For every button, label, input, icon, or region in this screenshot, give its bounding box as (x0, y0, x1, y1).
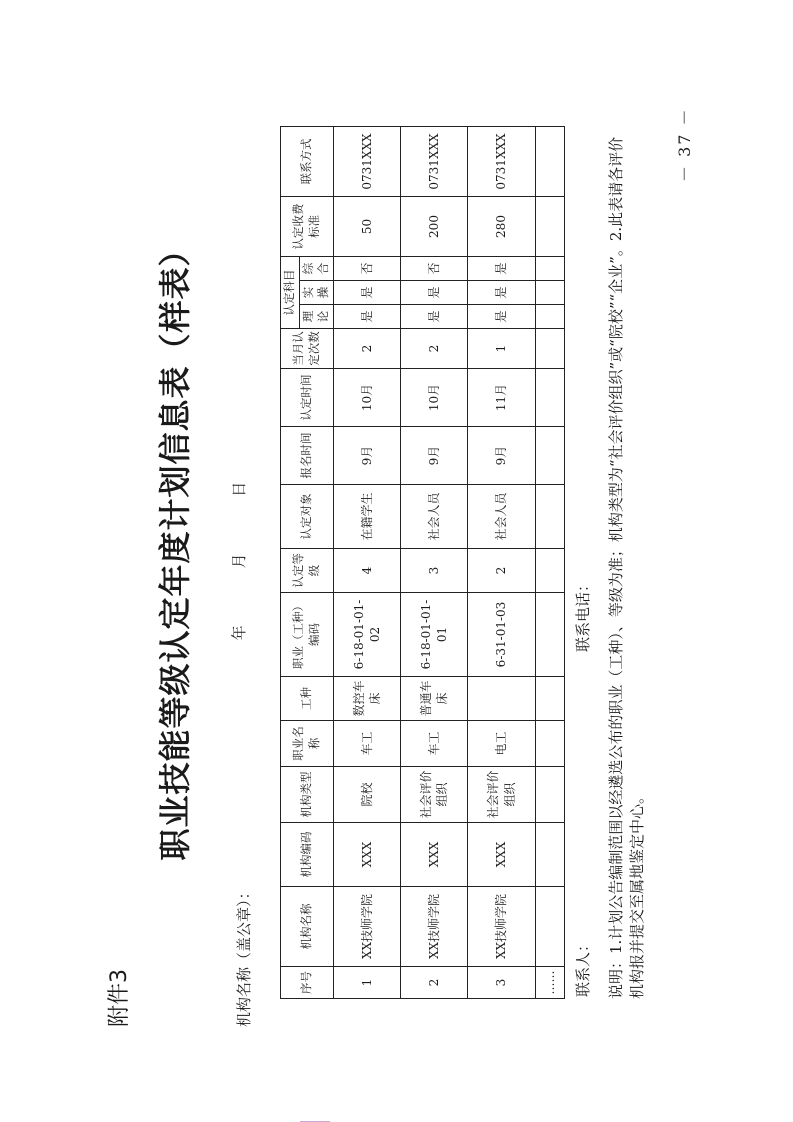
attachment-label: 附件3 (107, 969, 132, 1027)
cell-reg-time: 9月 (333, 427, 400, 485)
header-subjects: 认定科目 (281, 257, 300, 329)
header-inst-type: 机构类型 (281, 767, 334, 823)
table-header-row (281, 127, 300, 999)
note-text: 说明：1.计划公告编制范围以经遴选公布的职业（工种）、等级为准；机构类型为“社会评价组织”或“院校”“企业”。2.此表请各评价机构报并提交至属地鉴定中心。 (607, 136, 646, 999)
cell-practice: 是 (400, 281, 467, 305)
cell-cert-time: 10月 (333, 369, 400, 427)
header-theory: 理论 (299, 305, 333, 329)
cell-level: 2 (468, 549, 535, 593)
cell-inst-type: 社会评价组织 (468, 767, 535, 823)
plan-table (280, 126, 565, 999)
cell-target (535, 485, 564, 549)
cell-comprehensive: 是 (468, 257, 535, 281)
cell-month-count: 1 (468, 329, 535, 369)
cell-work-type: 数控车床 (333, 677, 400, 721)
cell-occupation: 电工 (468, 721, 535, 767)
page-number: － 37 － (675, 107, 694, 182)
cell-inst-code: XXX (333, 823, 400, 887)
cell-occupation (535, 721, 564, 767)
header-level: 认定等级 (281, 549, 334, 593)
cell-fee: 280 (468, 197, 535, 257)
cell-target: 在籍学生 (333, 485, 400, 549)
cell-work-type (535, 677, 564, 721)
page-title: 职业技能等级认定年度计划信息表（样表） (156, 233, 194, 861)
cell-theory (535, 305, 564, 329)
cell-fee: 200 (400, 197, 467, 257)
header-work-type: 工种 (281, 677, 334, 721)
contact-person-label: 联系人： (574, 936, 592, 997)
cell-practice: 是 (468, 281, 535, 305)
table-row (400, 127, 467, 999)
cell-theory: 是 (400, 305, 467, 329)
cell-seq: 1 (333, 967, 400, 999)
date-year: 年 (230, 625, 248, 641)
cell-contact: 0731XXX (400, 127, 467, 197)
header-seq: 序号 (281, 967, 334, 999)
cell-month-count (535, 329, 564, 369)
header-occupation: 职业名称 (281, 721, 334, 767)
cell-month-count: 2 (333, 329, 400, 369)
cell-contact: 0731XXX (333, 127, 400, 197)
header-target: 认定对象 (281, 485, 334, 549)
cell-cert-time: 10月 (400, 369, 467, 427)
cell-fee: 50 (333, 197, 400, 257)
cell-level: 3 (400, 549, 467, 593)
cell-occupation: 车工 (333, 721, 400, 767)
cell-target: 社会人员 (468, 485, 535, 549)
cell-comprehensive: 否 (400, 257, 467, 281)
header-fee: 认定收费标准 (281, 197, 334, 257)
contact-phone-label: 联系电话： (574, 576, 592, 652)
cell-inst-type: 社会评价组织 (400, 767, 467, 823)
cell-inst-code (535, 823, 564, 887)
cell-theory: 是 (333, 305, 400, 329)
cell-occ-code: 6-18-01-01-01 (400, 593, 467, 677)
org-name-label: 机构名称（盖公章）： (235, 884, 253, 1027)
cell-comprehensive (535, 257, 564, 281)
cell-inst-name: XX技师学院 (333, 887, 400, 967)
cell-inst-name (535, 887, 564, 967)
date-day: 日 (230, 481, 248, 497)
header-cert-time: 认定时间 (281, 369, 334, 427)
cell-fee (535, 197, 564, 257)
cell-practice (535, 281, 564, 305)
date-month: 月 (230, 553, 248, 569)
header-reg-time: 报名时间 (281, 427, 334, 485)
cell-occ-code: 6-31-01-03 (468, 593, 535, 677)
cell-inst-name: XX技师学院 (400, 887, 467, 967)
cell-reg-time: 9月 (400, 427, 467, 485)
cell-level: 4 (333, 549, 400, 593)
cell-theory: 是 (468, 305, 535, 329)
cell-contact (535, 127, 564, 197)
cell-work-type (468, 677, 535, 721)
table-row (535, 127, 564, 999)
cell-inst-code: XXX (468, 823, 535, 887)
header-month-count: 当月认定次数 (281, 329, 334, 369)
cell-work-type: 普通车床 (400, 677, 467, 721)
cell-occ-code: 6-18-01-01-02 (333, 593, 400, 677)
cell-month-count: 2 (400, 329, 467, 369)
table-row (333, 127, 400, 999)
header-contact: 联系方式 (281, 127, 334, 197)
header-inst-code: 机构编码 (281, 823, 334, 887)
cell-inst-name: XX技师学院 (468, 887, 535, 967)
cell-level (535, 549, 564, 593)
cell-seq: 2 (400, 967, 467, 999)
table-row (468, 127, 535, 999)
cell-cert-time (535, 369, 564, 427)
cell-contact: 0731XXX (468, 127, 535, 197)
header-occ-code: 职业（工种）编码 (281, 593, 334, 677)
cell-reg-time: 9月 (468, 427, 535, 485)
cell-practice: 是 (333, 281, 400, 305)
cell-occ-code (535, 593, 564, 677)
cell-cert-time: 11月 (468, 369, 535, 427)
cell-inst-type: 院校 (333, 767, 400, 823)
header-comprehensive: 综合 (299, 257, 333, 281)
cell-occupation: 车工 (400, 721, 467, 767)
cell-inst-code: XXX (400, 823, 467, 887)
cell-inst-type (535, 767, 564, 823)
cell-seq: 3 (468, 967, 535, 999)
header-practice: 实操 (299, 281, 333, 305)
edge-mark (300, 1113, 330, 1122)
header-inst-name: 机构名称 (281, 887, 334, 967)
cell-seq: …… (535, 967, 564, 999)
cell-comprehensive: 否 (333, 257, 400, 281)
cell-reg-time (535, 427, 564, 485)
cell-target: 社会人员 (400, 485, 467, 549)
